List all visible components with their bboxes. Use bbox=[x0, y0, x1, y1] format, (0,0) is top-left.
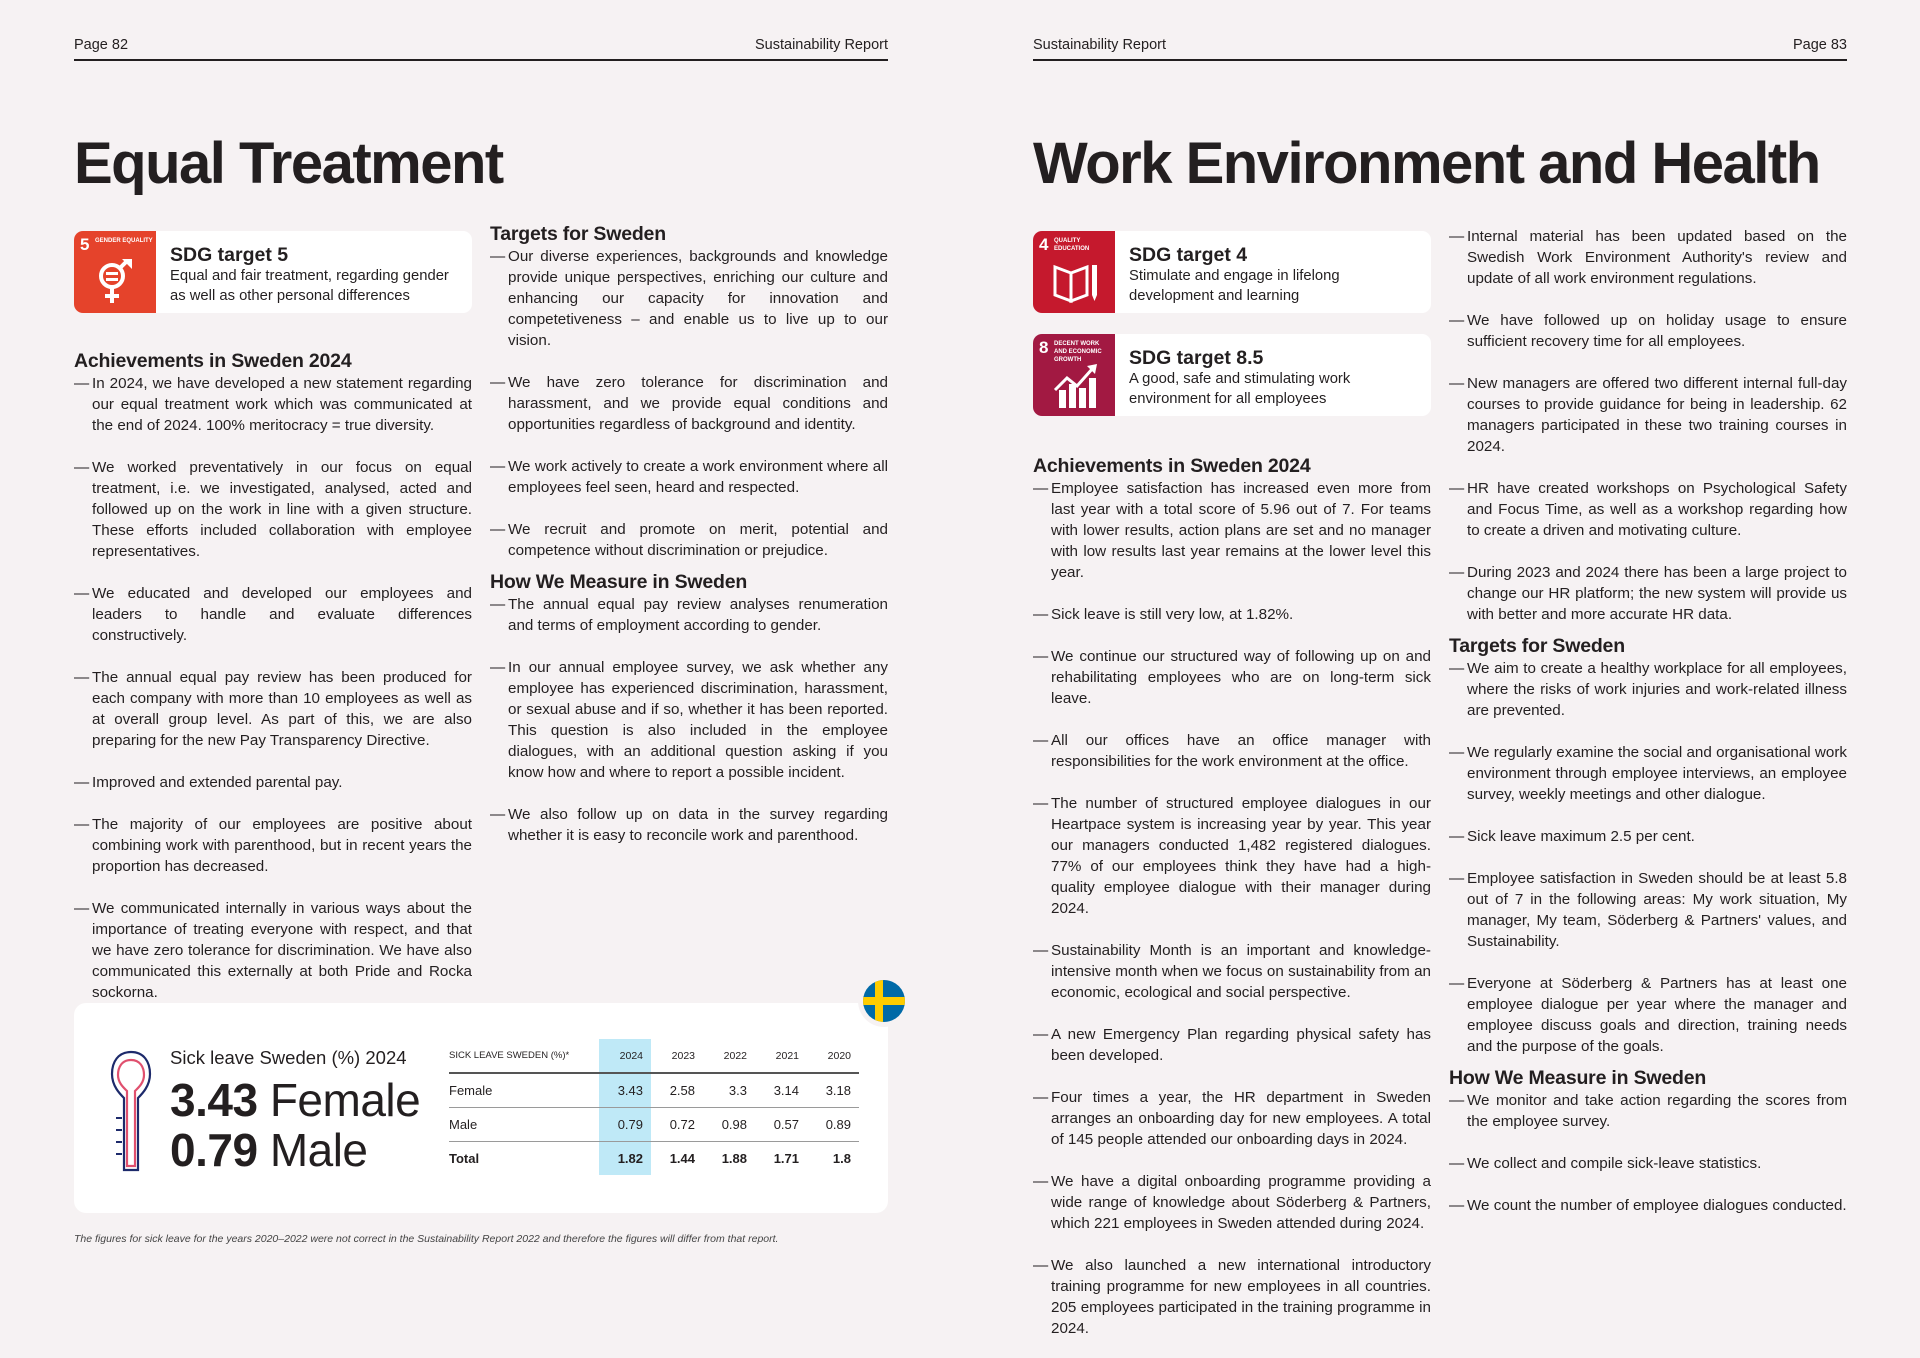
sick-leave-label: Sick leave Sweden (%) 2024 bbox=[170, 1047, 407, 1068]
sdg-caption: GENDER EQUALITY bbox=[95, 238, 153, 244]
list-item: — The majority of our employees are positive about combining work with parenthood, but in recent years the proportion has decreased. bbox=[74, 814, 472, 877]
list-item: — Employee satisfaction has increased even more from last year with a total score of 5.96 out of 7. For teams with lower results, action plans are set and no manager with low results last year remains at the lower level this year. bbox=[1033, 478, 1431, 583]
list-item: — Employee satisfaction in Sweden should be at least 5.8 out of 7 in the following areas: My work situation, My manager, My team, Söderberg & Partners' values, and Sustainability. bbox=[1449, 868, 1847, 952]
footnote: The figures for sick leave for the years 2020–2022 were not correct in the Sustainability Report 2022 and therefore the figures will differ from that report. bbox=[74, 1233, 779, 1245]
table-cell: 2.58 bbox=[651, 1073, 703, 1107]
list-item: — The annual equal pay review has been produced for each company with more than 10 employees as well as at overall group level. As part of this, we are also preparing for the new Pay Transparency Directive. bbox=[74, 667, 472, 751]
achievements-section bbox=[1033, 455, 1431, 1358]
list-item: — Sustainability Month is an important and knowledge-intensive month when we focus on sustainability from an economic, ecological and social perspective. bbox=[1033, 940, 1431, 1003]
sdg-title: SDG target 4 bbox=[1129, 244, 1248, 266]
list-item: — Sick leave is still very low, at 1.82%. bbox=[1033, 604, 1431, 625]
table-cell: 3.14 bbox=[755, 1073, 807, 1107]
row-label: Female bbox=[449, 1073, 599, 1107]
sdg-card-4 bbox=[1033, 231, 1431, 313]
page-number: Page 83 bbox=[1792, 37, 1847, 53]
targets-section bbox=[490, 223, 888, 867]
list-item: — We monitor and take action regarding the scores from the employee survey. bbox=[1449, 1090, 1847, 1132]
table-cell: 1.82 bbox=[599, 1141, 651, 1175]
list-item: — In 2024, we have developed a new statement regarding our equal treatment work which was communicated at the end of 2024. 100% meritocracy = true diversity. bbox=[74, 373, 472, 436]
running-header bbox=[74, 37, 888, 61]
table-cell: 0.72 bbox=[651, 1107, 703, 1141]
sdg-title: SDG target 5 bbox=[170, 244, 289, 266]
thermometer-icon bbox=[108, 1048, 154, 1176]
list-item: — We also launched a new international introductory training programme for new employees in all countries. 205 employees participated in the training programme in 2024. bbox=[1033, 1255, 1431, 1339]
list-item: — We educated and developed our employees and leaders to handle and evaluate differences constructively. bbox=[74, 583, 472, 646]
sweden-flag-icon bbox=[863, 980, 905, 1022]
section-heading: Achievements in Sweden 2024 bbox=[74, 350, 352, 372]
column-header: 2021 bbox=[755, 1039, 807, 1073]
table-row bbox=[449, 1107, 859, 1141]
list-item: — We have a digital onboarding programme providing a wide range of knowledge about Söderberg & Partners, which 221 employees in Sweden attended during 2024. bbox=[1033, 1171, 1431, 1234]
list-item: — We worked preventatively in our focus on equal treatment, i.e. we investigated, analysed, acted and followed up on the work in line with a given structure. These efforts included collaboration with employee representatives. bbox=[74, 457, 472, 562]
list-item: — We aim to create a healthy workplace for all employees, where the risks of work injuries and work-related illness are prevented. bbox=[1449, 658, 1847, 721]
report-name: Sustainability Report bbox=[755, 37, 888, 53]
table-cell: 0.89 bbox=[807, 1107, 859, 1141]
achievements-section bbox=[74, 350, 472, 1024]
page-83 bbox=[1033, 0, 1847, 1358]
list-item: — Improved and extended parental pay. bbox=[74, 772, 472, 793]
list-item: — Four times a year, the HR department in Sweden arranges an onboarding day for new employees. A total of 145 people attended our onboarding days in 2024. bbox=[1033, 1087, 1431, 1150]
report-name: Sustainability Report bbox=[1033, 37, 1166, 53]
list-item: — We continue our structured way of following up on and rehabilitating employees who are on long-term sick leave. bbox=[1033, 646, 1431, 709]
table-cell: 0.57 bbox=[755, 1107, 807, 1141]
list-item: — We have followed up on holiday usage to ensure sufficient recovery time for all employees. bbox=[1449, 310, 1847, 352]
list-item: — The number of structured employee dialogues in our Heartpace system is increasing year by year. This year our managers conducted 1,482 registered dialogues. 77% of our employees think they have had a high-quality employee dialogue with their manager during 2024. bbox=[1033, 793, 1431, 919]
column-header: 2020 bbox=[807, 1039, 859, 1073]
right-column bbox=[1449, 226, 1847, 1237]
list-item: — We count the number of employee dialogues conducted. bbox=[1449, 1195, 1847, 1216]
male-value: 0.79 bbox=[170, 1124, 258, 1176]
sdg-number: 4 bbox=[1039, 235, 1049, 254]
sdg-number: 8 bbox=[1039, 338, 1049, 357]
row-label: Total bbox=[449, 1150, 480, 1166]
sdg-description: Stimulate and engage in lifelong development and learning bbox=[1129, 268, 1340, 304]
sdg-5-tile bbox=[74, 231, 156, 313]
list-item: — We collect and compile sick-leave statistics. bbox=[1449, 1153, 1847, 1174]
table-header-row bbox=[449, 1039, 859, 1073]
table-cell: 1.71 bbox=[773, 1150, 799, 1166]
sdg-description: A good, safe and stimulating work environment for all employees bbox=[1129, 371, 1351, 407]
page-title: Work Environment and Health bbox=[1033, 131, 1820, 196]
sdg-4-tile bbox=[1033, 231, 1115, 313]
list-item: — Everyone at Söderberg & Partners has at least one employee dialogue per year where the manager and employee discuss goals and direction, training needs and the purpose of the goals. bbox=[1449, 973, 1847, 1057]
gender-equality-icon bbox=[94, 259, 136, 309]
list-item: — During 2023 and 2024 there has been a large project to change our HR platform; the new system will provide us with better and more accurate HR data. bbox=[1449, 562, 1847, 625]
table-cell: 1.8 bbox=[832, 1150, 851, 1166]
table-row-total bbox=[449, 1141, 859, 1175]
section-heading: Targets for Sweden bbox=[1449, 635, 1625, 657]
female-label: Female bbox=[269, 1074, 421, 1126]
list-item: — New managers are offered two different internal full-day courses to provide guidance for being in leadership. 62 managers participated in these two training courses in 2024. bbox=[1449, 373, 1847, 457]
list-item: — Sick leave maximum 2.5 per cent. bbox=[1449, 826, 1847, 847]
female-stat bbox=[170, 1075, 420, 1125]
section-heading: How We Measure in Sweden bbox=[1449, 1067, 1707, 1089]
column-header: SICK LEAVE SWEDEN (%)* bbox=[449, 1039, 599, 1073]
list-item: — HR have created workshops on Psychological Safety and Focus Time, as well as a workshop regarding how to create a driven and motivating culture. bbox=[1449, 478, 1847, 541]
sdg-card-8 bbox=[1033, 334, 1431, 416]
list-item: — Our diverse experiences, backgrounds and knowledge provide unique perspectives, enriching our culture and enhancing our capacity for innovation and competetiveness – and enable us to live up to our vision. bbox=[490, 246, 888, 351]
sdg-number: 5 bbox=[80, 235, 90, 254]
growth-chart-icon bbox=[1053, 362, 1101, 410]
list-item: — We regularly examine the social and organisational work environment through employee interviews, an employee survey, weekly meetings and other dialogue. bbox=[1449, 742, 1847, 805]
list-item: — We recruit and promote on merit, potential and competence without discrimination or prejudice. bbox=[490, 519, 888, 561]
sdg-card-5 bbox=[74, 231, 472, 313]
table-cell: 3.43 bbox=[599, 1073, 651, 1107]
list-item: — We have zero tolerance for discrimination and harassment, and we provide equal conditions and opportunities regardless of background and identity. bbox=[490, 372, 888, 435]
table-cell: 0.79 bbox=[599, 1107, 651, 1141]
table-cell: 1.88 bbox=[721, 1150, 747, 1166]
sdg-title: SDG target 8.5 bbox=[1129, 347, 1264, 369]
running-header bbox=[1033, 37, 1847, 61]
list-item: — Internal material has been updated based on the Swedish Work Environment Authority's review and update of all work environment regulations. bbox=[1449, 226, 1847, 289]
table-cell: 3.3 bbox=[703, 1073, 755, 1107]
sick-leave-card bbox=[74, 1003, 888, 1213]
table-cell: 0.98 bbox=[703, 1107, 755, 1141]
male-stat bbox=[170, 1125, 368, 1175]
section-heading: How We Measure in Sweden bbox=[490, 571, 748, 593]
female-value: 3.43 bbox=[170, 1074, 258, 1126]
sdg-caption: DECENT WORK AND ECONOMIC GROWTH bbox=[1054, 341, 1102, 363]
table-cell: 3.18 bbox=[807, 1073, 859, 1107]
sdg-8-tile bbox=[1033, 334, 1115, 416]
sick-leave-table bbox=[449, 1039, 859, 1175]
list-item: — All our offices have an office manager with responsibilities for the work environment at the office. bbox=[1033, 730, 1431, 772]
list-item: — We work actively to create a work environment where all employees feel seen, heard and respected. bbox=[490, 456, 888, 498]
sdg-caption: QUALITY EDUCATION bbox=[1054, 238, 1090, 252]
book-pencil-icon bbox=[1053, 259, 1101, 307]
sdg-description: Equal and fair treatment, regarding gender as well as other personal differences bbox=[170, 268, 449, 304]
male-label: Male bbox=[269, 1124, 368, 1176]
list-item: — A new Emergency Plan regarding physical safety has been developed. bbox=[1033, 1024, 1431, 1066]
section-heading: Achievements in Sweden 2024 bbox=[1033, 455, 1311, 477]
column-header: 2024 bbox=[599, 1039, 651, 1073]
column-header: 2022 bbox=[703, 1039, 755, 1073]
section-heading: Targets for Sweden bbox=[490, 223, 666, 245]
column-header: 2023 bbox=[651, 1039, 703, 1073]
list-item: — In our annual employee survey, we ask whether any employee has experienced discrimination, harassment, or sexual abuse and if so, whether it has been reported. This question is also included in the employee dialogues, with an additional question asking if you know how and where to report a possible incident. bbox=[490, 657, 888, 783]
page-82 bbox=[74, 0, 888, 1358]
page-number: Page 82 bbox=[74, 37, 129, 53]
list-item: — We communicated internally in various ways about the importance of treating everyone with respect, and that we have zero tolerance for discrimination. We have also communicated this externally at both Pride and Rocka sockorna. bbox=[74, 898, 472, 1003]
page-title: Equal Treatment bbox=[74, 131, 503, 196]
list-item: — The annual equal pay review analyses renumeration and terms of employment according to gender. bbox=[490, 594, 888, 636]
table-cell: 1.44 bbox=[669, 1150, 695, 1166]
row-label: Male bbox=[449, 1107, 599, 1141]
table-row bbox=[449, 1073, 859, 1107]
list-item: — We also follow up on data in the survey regarding whether it is easy to reconcile work and parenthood. bbox=[490, 804, 888, 846]
